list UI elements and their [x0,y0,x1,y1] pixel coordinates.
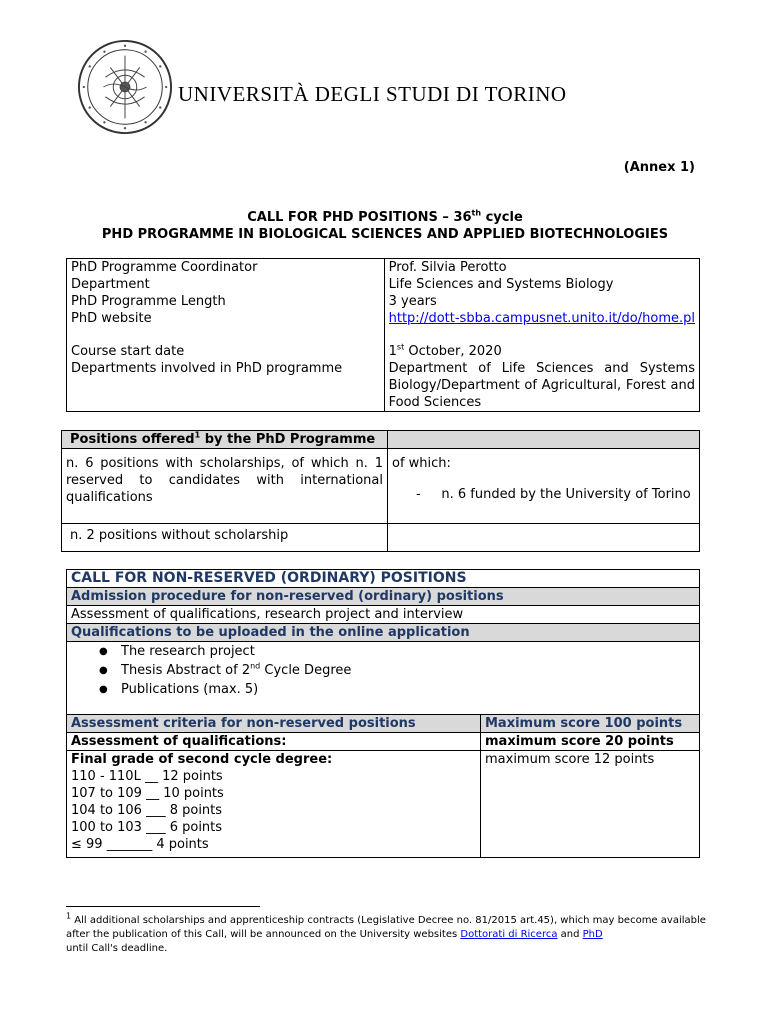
admission-text: Assessment of qualifications, research project and interview [67,606,700,624]
list-item: ● Publications (max. 5) [99,680,695,699]
start-value: 1st October, 2020 [388,342,502,359]
start-label: Course start date [71,344,185,359]
funded-item: - n. 6 funded by the University of Torino [416,487,691,502]
length-label: PhD Programme Length [71,294,226,309]
admission-heading: Admission procedure for non-reserved (ordinary) positions [67,588,700,606]
phd-link[interactable]: PhD [582,929,603,940]
list-item: ● The research project [99,642,695,661]
grade-row: 107 to 109 __ 10 points [71,786,224,801]
qualifications-score: maximum score 20 points [481,733,700,751]
department-value: Life Sciences and Systems Biology [388,277,614,292]
dottorati-link[interactable]: Dottorati di Ricerca [460,929,558,940]
positions-header: Positions offered$^1$ by the PhD Programme [62,431,388,449]
footnote: $^1$ All additional scholarships and apprenticeship contracts (Legislative Decree no. 81/2015 art.45), which may become available after the publication of this Call, will be announced on the University websites Dottorati di Ricerca and PhD until Call's deadline. [66,911,706,954]
annex-label: (Annex 1) [623,160,695,175]
list-item: ● Thesis Abstract of 2nd Cycle Degree [99,661,695,680]
grade-row: 104 to 106 ___ 8 points [71,803,223,818]
positions-table [61,430,700,552]
website-label: PhD website [71,311,152,326]
department-label: Department [71,277,150,292]
footnote-divider [66,906,260,907]
departments-value: Department of Life Sciences and Systems Biology/Department of Agricultural, Forest and Food Sciences [388,361,695,410]
programme-title: PHD PROGRAMME IN BIOLOGICAL SCIENCES AND APPLIED BIOTECHNOLOGIES [101,227,669,242]
criteria-heading: Assessment criteria for non-reserved positions [67,715,481,733]
of-which-label: of which: [392,456,451,471]
max-score-heading: Maximum score 100 points [481,715,700,733]
grade-label: Final grade of second cycle degree: [71,752,333,767]
grade-row: 100 to 103 ___ 6 points [71,820,223,835]
call-title: CALL FOR PHD POSITIONS – 36th cycle [247,208,523,225]
grade-row: 110 - 110L __ 12 points [71,769,223,784]
uploads-heading: Qualifications to be uploaded in the online application [67,624,700,642]
non-scholarship-positions: n. 2 positions without scholarship [62,524,388,552]
university-seal-logo [76,38,174,136]
website-link[interactable]: http://dott-sbba.campusnet.unito.it/do/home.pl [388,311,695,326]
departments-label: Departments involved in PhD programme [71,361,343,376]
coordinator-label: PhD Programme Coordinator [71,260,258,275]
call-table [66,569,700,858]
scholarship-positions: n. 6 positions with scholarships, of which n. 1 reserved to candidates with international qualifications [62,449,388,524]
programme-info-table [66,258,700,412]
university-name: UNIVERSITÀ DEGLI STUDI DI TORINO [178,82,567,106]
qualifications-label: Assessment of qualifications: [67,733,481,751]
call-section-title: CALL FOR NON-RESERVED (ORDINARY) POSITIONS [67,570,700,588]
grade-row: ≤ 99 _______ 4 points [71,837,209,852]
grade-score: maximum score 12 points [481,751,700,858]
coordinator-value: Prof. Silvia Perotto [388,260,507,275]
uploads-list [71,642,695,699]
length-value: 3 years [388,294,437,309]
